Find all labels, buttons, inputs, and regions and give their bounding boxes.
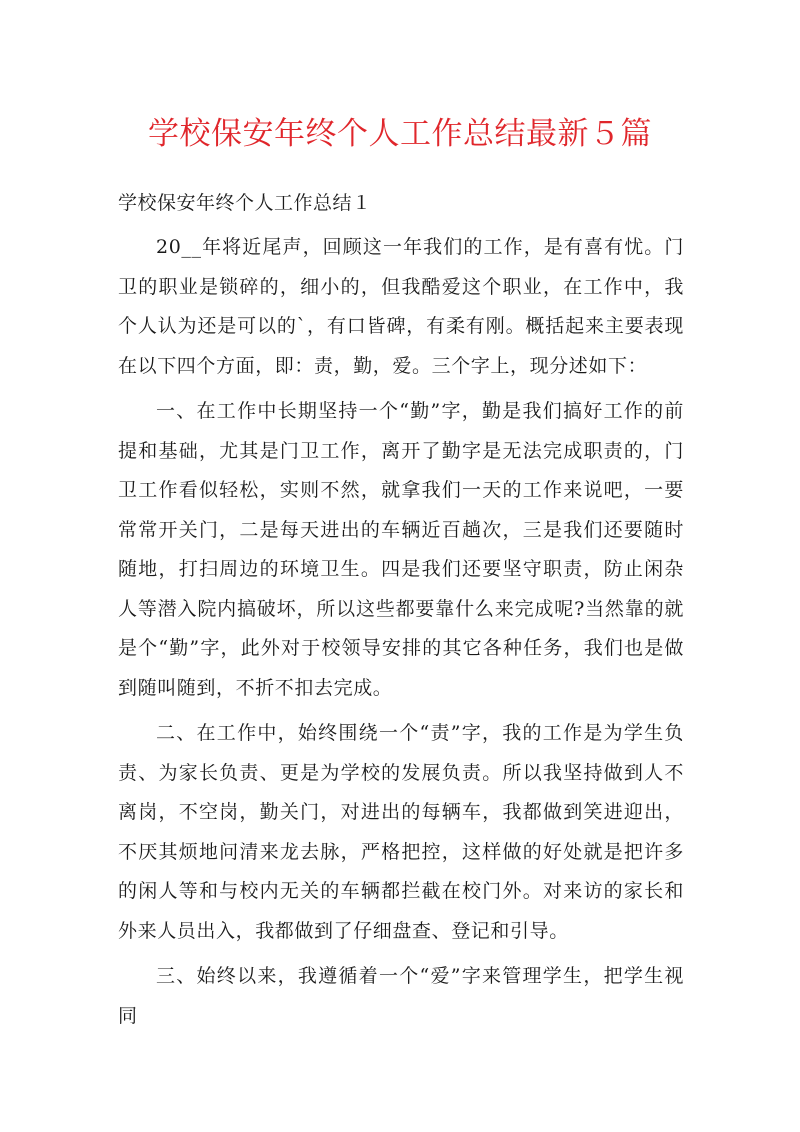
paragraph-love: 三、始终以来，我遵循着一个“爱”字来管理学生，把学生视同 [118, 965, 684, 1027]
document-title: 学校保安年终个人工作总结最新５篇 [148, 116, 652, 152]
paragraph-responsibility: 二、在工作中，始终围绕一个“责”字，我的工作是为学生负责、为家长负责、更是为学校的发展负责。所以我坚持做到人不离岗，不空岗，勤关门，对进出的每辆车，我都做到笑进迎出，不厌其烦地问清来龙去脉，严格把控，这样做的好处就是把许多的闲人等和与校内无关的车辆都拦截在校门外。对来访的家长和外来人员出入，我都做到了仔细盘查、登记和引导。 [118, 722, 684, 942]
document-body [118, 228, 684, 1042]
section-subtitle: 学校保安年终个人工作总结１ [118, 192, 372, 214]
paragraph-intro: 20__年将近尾声，回顾这一年我们的工作，是有喜有忧。门卫的职业是锁碎的，细小的，但我酷爱这个职业，在工作中，我个人认为还是可以的`，有口皆碑，有柔有刚。概括起来主要表现在以下四个方面，即：责，勤，爱。三个字上，现分述如下： [118, 236, 684, 377]
paragraph-diligence: 一、在工作中长期坚持一个“勤”字，勤是我们搞好工作的前提和基础，尤其是门卫工作，离开了勤字是无法完成职责的，门卫工作看似轻松，实则不然，就拿我们一天的工作来说吧，一要常常开关门，二是每天进出的车辆近百趟次，三是我们还要随时随地，打扫周边的环境卫生。四是我们还要坚守职责，防止闲杂人等潜入院内搞破坏，所以这些都要靠什么来完成呢?当然靠的就是个“勤”字，此外对于校领导安排的其它各种任务，我们也是做到随叫随到，不折不扣去完成。 [118, 400, 684, 699]
